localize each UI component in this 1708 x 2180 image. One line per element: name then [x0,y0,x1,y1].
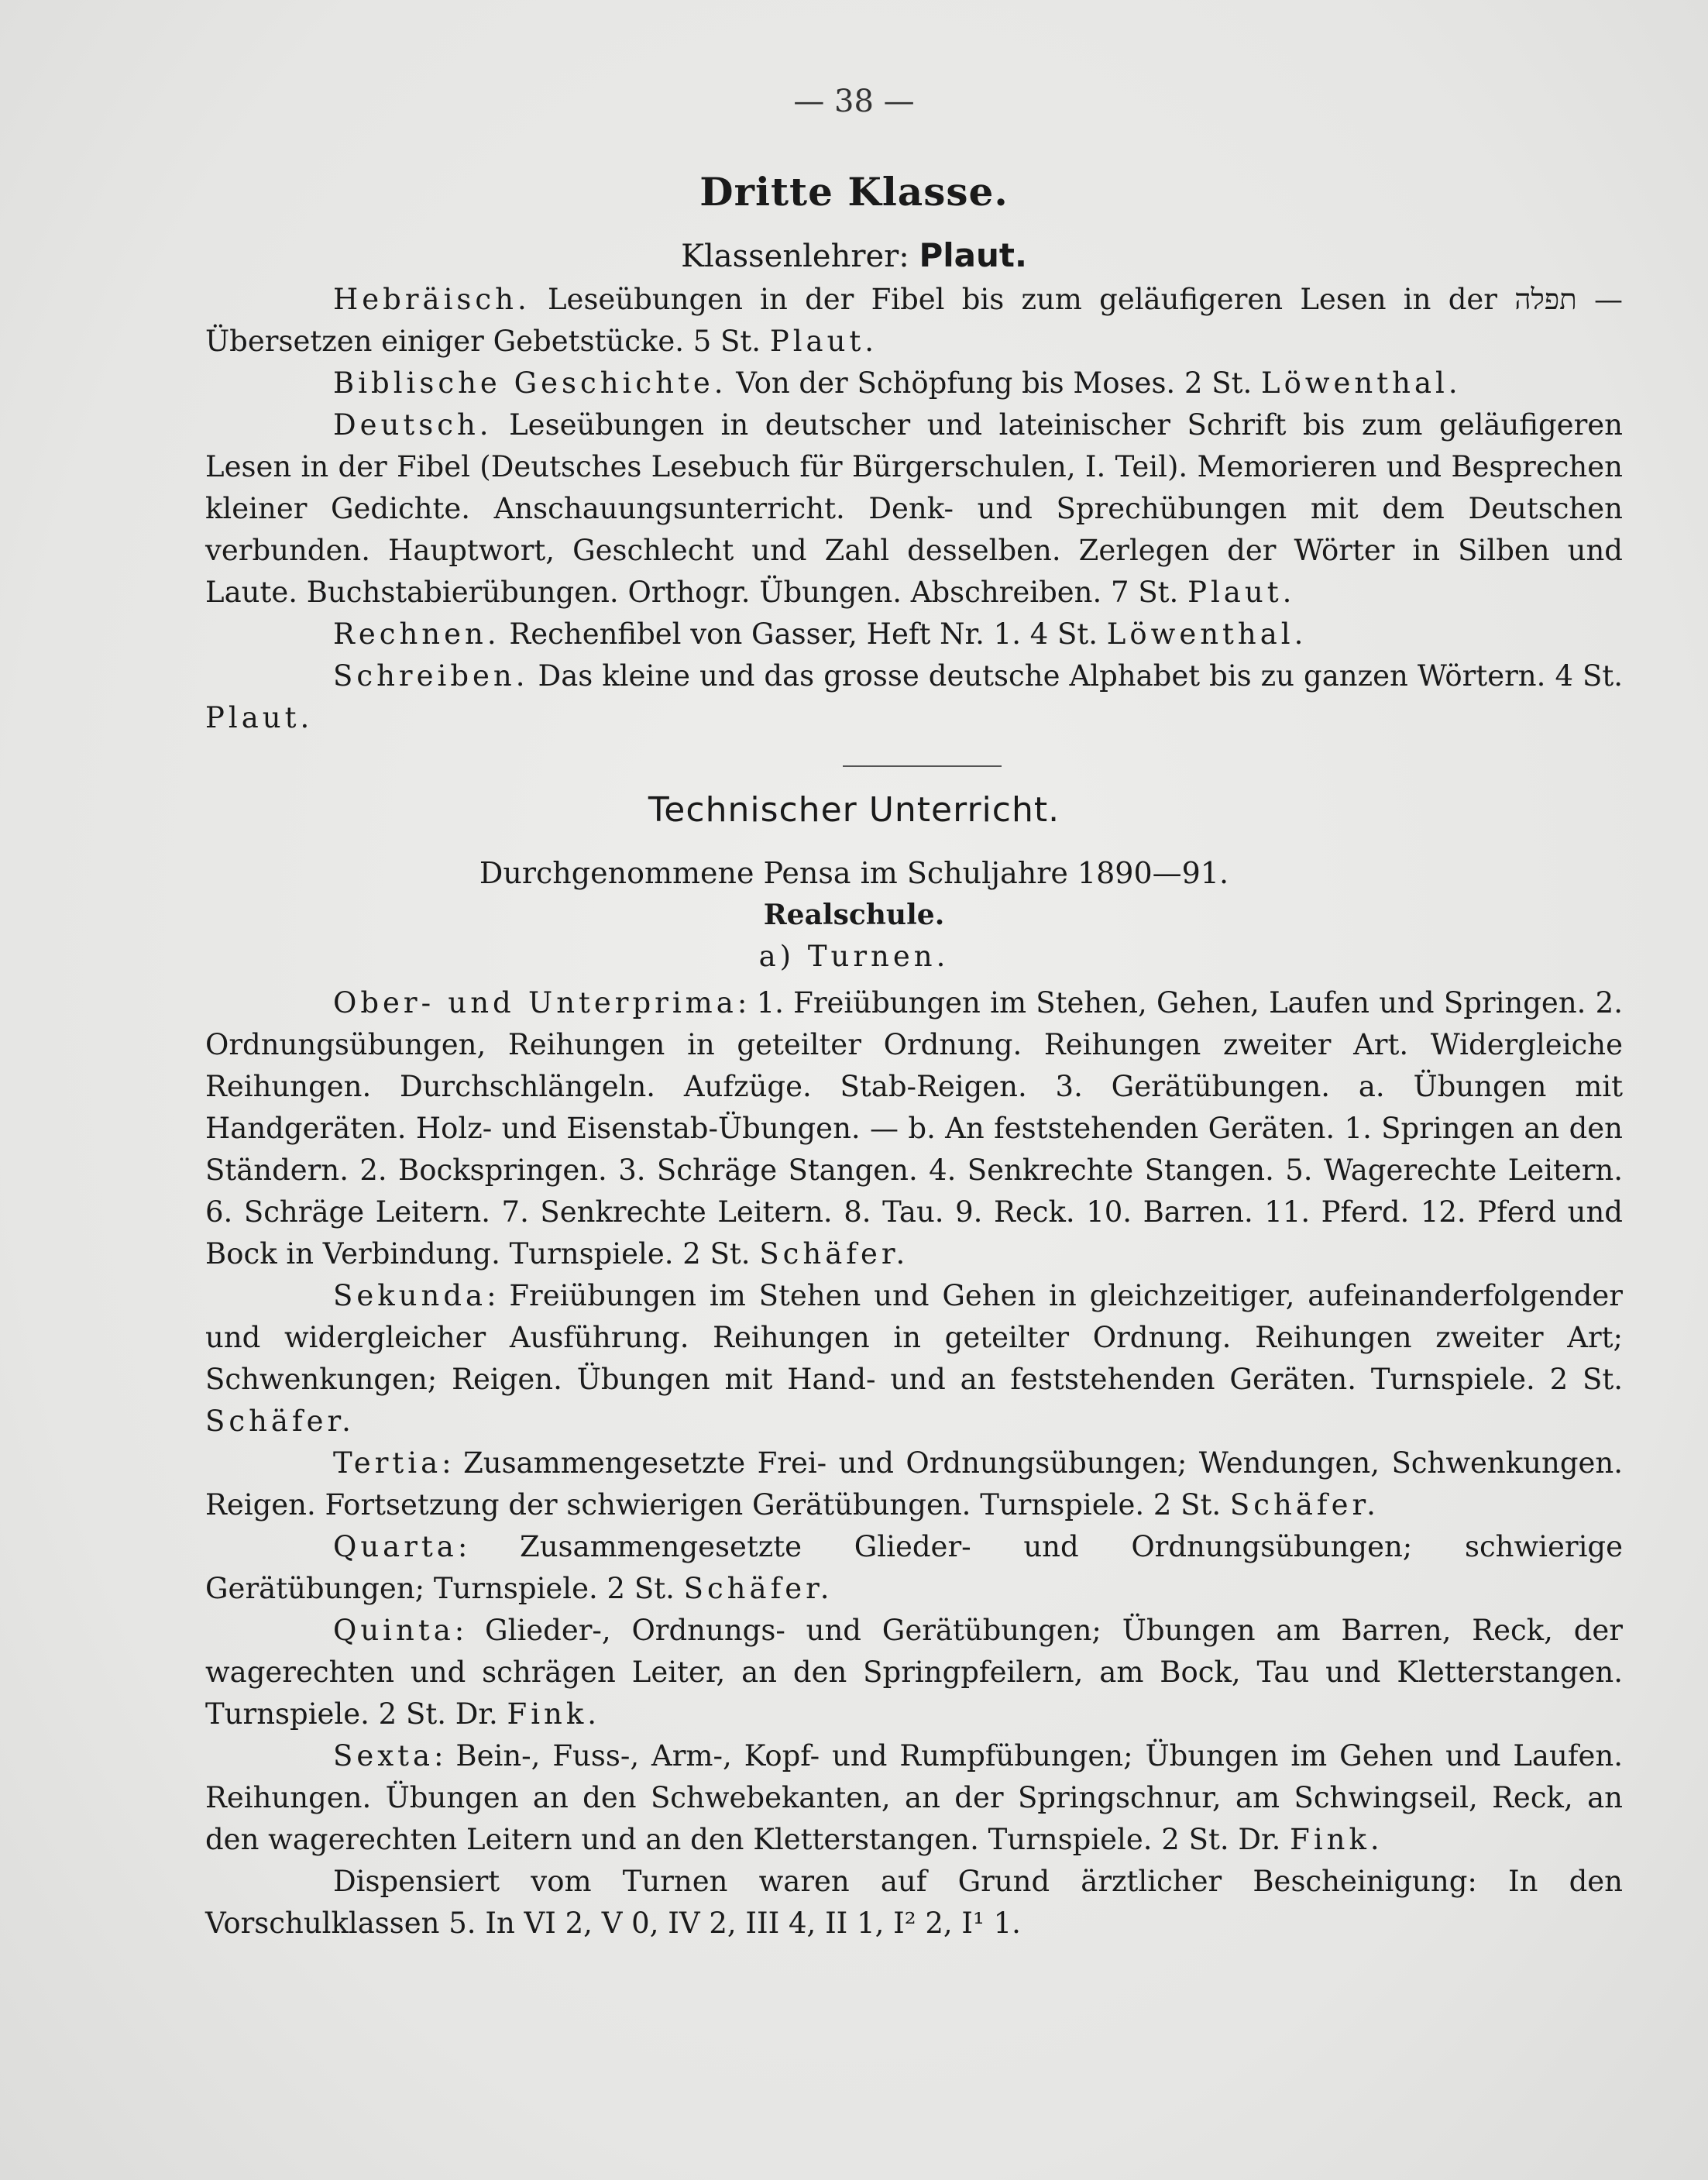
paragraph-prima [205,982,1623,1275]
class-text: : Freiübungen im Stehen und Gehen in gleichzeitiger, aufeinanderfolgender und widergleicher Ausführung. Reihungen in geteilter Ordnung. Reihungen zweiter Art; Schwenkungen; Reigen. Übungen mit Hand- und an feststehenden Geräten. Turnspiele. 2 St. [205,1279,1623,1396]
class-title: Quinta [333,1614,455,1647]
page-number: — 38 — [793,84,915,119]
teacher-name: Löwenthal. [1106,617,1308,651]
class-text: : Zusammengesetzte Frei- und Ordnungsübungen; Wendungen, Schwenkungen. Reigen. Fortsetzung der schwierigen Gerätübungen. Turnspiele. 2 St. [205,1446,1623,1522]
teacher-name: Plaut. [769,325,878,358]
pensa-line: Durchgenommene Pensa im Schuljahre 1890—91. [479,856,1229,890]
class-title: Tertia [333,1446,442,1480]
turnen-list [205,982,1623,1944]
teacher-name: Plaut. [1187,576,1296,609]
class-text: : Zusammengesetzte Glieder- und Ordnungsübungen; schwierige Gerätübungen; Turnspiele. 2 St. [205,1530,1623,1605]
teacher-name: Schäfer. [1229,1488,1380,1522]
paragraph-sexta [205,1735,1623,1861]
technical-heading: Technischer Unterricht. [648,790,1060,830]
teacher-name: Fink. [1290,1823,1383,1856]
class-text: : Bein-, Fuss-, Arm-, Kopf- und Rumpfübungen; Übungen im Gehen und Laufen. Reihungen. Übungen an den Schwebekanten, an der Springschnur, am Schwingseil, Reck, an den wagerechten Leitern und an den Kletterstangen. Turnspiele. 2 St. Dr. [205,1739,1623,1856]
teacher-name: Schäfer. [759,1237,909,1271]
paragraph-biblische-geschichte [205,363,1623,404]
subject-text: Leseübungen in deutscher und lateinischer Schrift bis zum geläufigeren Lesen in der Fibel (Deutsches Lesebuch für Bürgerschulen, I. Teil). Memorieren und Besprechen kleiner Gedichte. Anschauungsunterricht. Denk- und Sprechübungen mit dem Deutschen verbunden. Hauptwort, Geschlecht und Zahl desselben. Zerlegen der Wörter in Silben und Laute. Buchstabierübungen. Orthogr. Übungen. Abschreiben. 7 St. [205,408,1623,609]
teacher-name: Schäfer. [683,1572,833,1605]
subject-title: Deutsch. [333,408,493,442]
paragraph-quarta [205,1526,1623,1610]
class-text: : Glieder-, Ordnungs- und Gerätübungen; Übungen am Barren, Reck, der wagerechten und schrägen Leiter, an den Springpfeilern, am Bock, Tau und Kletterstangen. Turnspiele. 2 St. Dr. [205,1614,1623,1731]
section-heading: Dritte Klasse. [699,169,1009,215]
class-teacher-label: Klassenlehrer: [681,239,909,274]
paragraph-hebraeisch [205,279,1623,363]
subject-title: Biblische Geschichte. [333,366,727,400]
paragraph-quinta [205,1610,1623,1735]
teacher-name: Plaut. [205,701,314,734]
subject-list [205,279,1623,739]
teacher-name: Schäfer. [205,1405,355,1438]
section-divider [843,765,1002,767]
subject-text: Von der Schöpfung bis Moses. 2 St. [727,366,1261,400]
paragraph-deutsch [205,404,1623,614]
subject-title: Hebräisch. [333,283,531,316]
subject-text: Leseübungen in der Fibel bis zum geläufigeren Lesen in der תפלה — Übersetzen einiger Gebetstücke. 5 St. [205,283,1623,358]
school-type-heading: Realschule. [763,899,945,931]
turnen-subheading: a) Turnen. [758,940,950,973]
subject-text: Rechenfibel von Gasser, Heft Nr. 1. 4 St. [500,617,1107,651]
teacher-name: Fink. [507,1697,601,1731]
class-teacher-name: Plaut. [919,236,1027,274]
class-title: Sekunda [333,1279,487,1312]
paragraph-dispensation: Dispensiert vom Turnen waren auf Grund ärztlicher Bescheinigung: In den Vorschulklassen 5. In VI 2, V 0, IV 2, III 4, II 1, I² 2, I¹ 1. [205,1865,1623,1940]
class-teacher-line [0,236,1708,274]
paragraph-tertia [205,1442,1623,1526]
paragraph-schreiben [205,655,1623,739]
class-title: Sexta [333,1739,435,1773]
class-text: : 1. Freiübungen im Stehen, Gehen, Laufen und Springen. 2. Ordnungsübungen, Reihungen in geteilter Ordnung. Reihungen zweiter Art. Widergleiche Reihungen. Durchschlängeln. Aufzüge. Stab-Reigen. 3. Gerätübungen. a. Übungen mit Handgeräten. Holz- und Eisenstab-Übungen. — b. An feststehenden Geräten. 1. Springen an den Ständern. 2. Bockspringen. 3. Schräge Stangen. 4. Senkrechte Stangen. 5. Wagerechte Leitern. 6. Schräge Leitern. 7. Senkrechte Leitern. 8. Tau. 9. Reck. 10. Barren. 11. Pferd. 12. Pferd und Bock in Verbindung. Turnspiele. 2 St. [205,986,1623,1271]
subject-text: Das kleine und das grosse deutsche Alphabet bis zu ganzen Wörtern. 4 St. [528,659,1623,693]
paragraph-rechnen [205,614,1623,655]
subject-title: Rechnen. [333,617,500,651]
teacher-name: Löwenthal. [1261,366,1462,400]
class-title: Ober- und Unterprima [333,986,737,1020]
class-title: Quarta [333,1530,458,1563]
subject-title: Schreiben. [333,659,529,693]
paragraph-sekunda [205,1275,1623,1442]
